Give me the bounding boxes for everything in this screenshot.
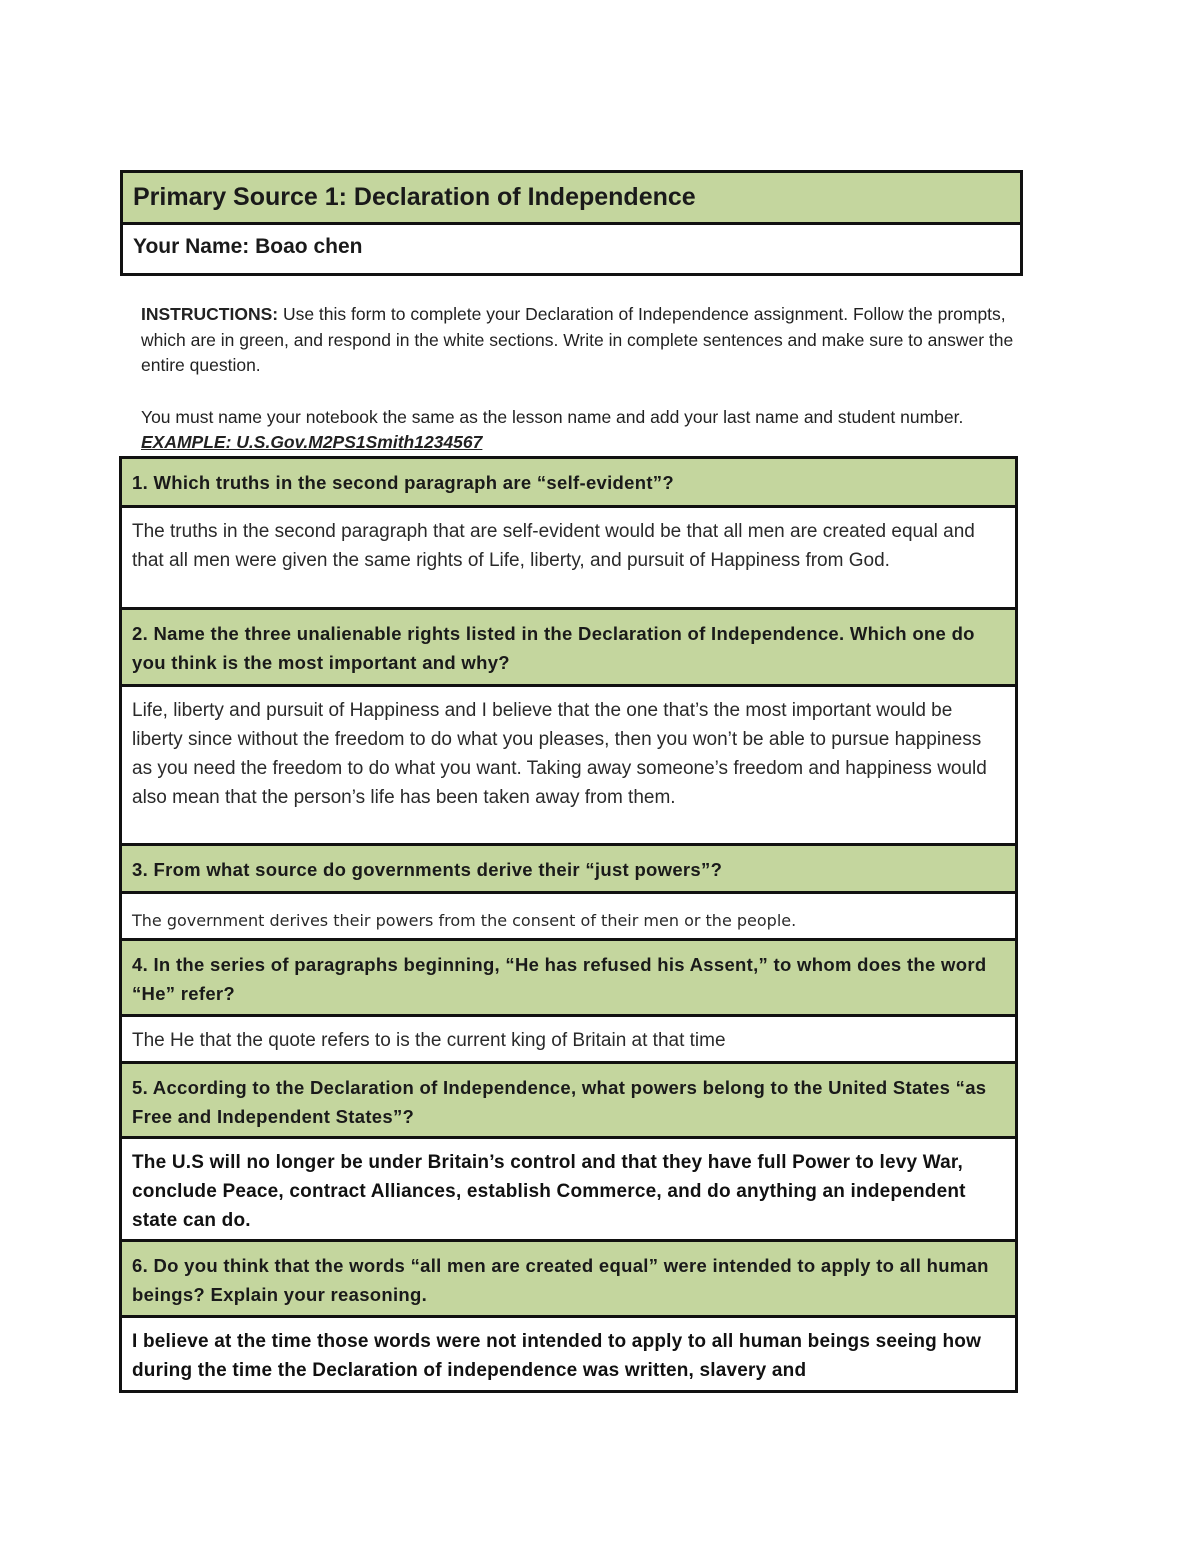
- question-5: 5. According to the Declaration of Independence, what powers belong to the United States “as Free and Independent States”?: [122, 1064, 1015, 1139]
- question-3: 3. From what source do governments derive their “just powers”?: [122, 846, 1015, 894]
- answer-3[interactable]: The government derives their powers from the consent of their men or the people.: [122, 894, 1015, 941]
- answer-6[interactable]: I believe at the time those words were not intended to apply to all human beings seeing how during the time the Declaration of independence was written, slavery and: [122, 1318, 1015, 1393]
- instructions-paragraph: [141, 302, 1041, 379]
- naming-example: EXAMPLE: U.S.Gov.M2PS1Smith1234567: [141, 432, 483, 452]
- answer-5[interactable]: The U.S will no longer be under Britain’s control and that they have full Power to levy War, conclude Peace, contract Alliances, establish Commerce, and do anything an independent state can do.: [122, 1139, 1015, 1242]
- question-1: 1. Which truths in the second paragraph are “self-evident”?: [122, 459, 1015, 508]
- answer-2[interactable]: Life, liberty and pursuit of Happiness and I believe that the one that’s the most important would be liberty since without the freedom to do what you pleases, then you won’t be able to pursue happiness as you need the freedom to do what you want. Taking away someone’s freedom and happiness would also mean that the person’s life has been taken away from them.: [122, 687, 1015, 846]
- question-4: 4. In the series of paragraphs beginning, “He has refused his Assent,” to whom does the word “He” refer?: [122, 941, 1015, 1017]
- instructions-block: [141, 302, 1041, 456]
- question-6: 6. Do you think that the words “all men are created equal” were intended to apply to all human beings? Explain your reasoning.: [122, 1242, 1015, 1318]
- answer-1[interactable]: The truths in the second paragraph that are self-evident would be that all men are created equal and that all men were given the same rights of Life, liberty, and pursuit of Happiness from God.: [122, 508, 1015, 610]
- instructions-lead: INSTRUCTIONS:: [141, 304, 279, 324]
- student-name-field[interactable]: Your Name: Boao chen: [123, 225, 1020, 273]
- naming-paragraph: [141, 405, 1041, 456]
- naming-text: You must name your notebook the same as the lesson name and add your last name and student number.: [141, 406, 964, 427]
- answer-4[interactable]: The He that the quote refers to is the current king of Britain at that time: [122, 1017, 1015, 1064]
- question-2: 2. Name the three unalienable rights listed in the Declaration of Independence. Which one do you think is the most important and why?: [122, 610, 1015, 687]
- instructions-text: Use this form to complete your Declaration of Independence assignment. Follow the prompts, which are in green, and respond in the white sections. Write in complete sentences and make sure to answer the entire question.: [141, 304, 1014, 375]
- header-table: [120, 170, 1023, 276]
- document-title: Primary Source 1: Declaration of Independence: [123, 173, 1020, 225]
- questions-table: [119, 456, 1018, 1393]
